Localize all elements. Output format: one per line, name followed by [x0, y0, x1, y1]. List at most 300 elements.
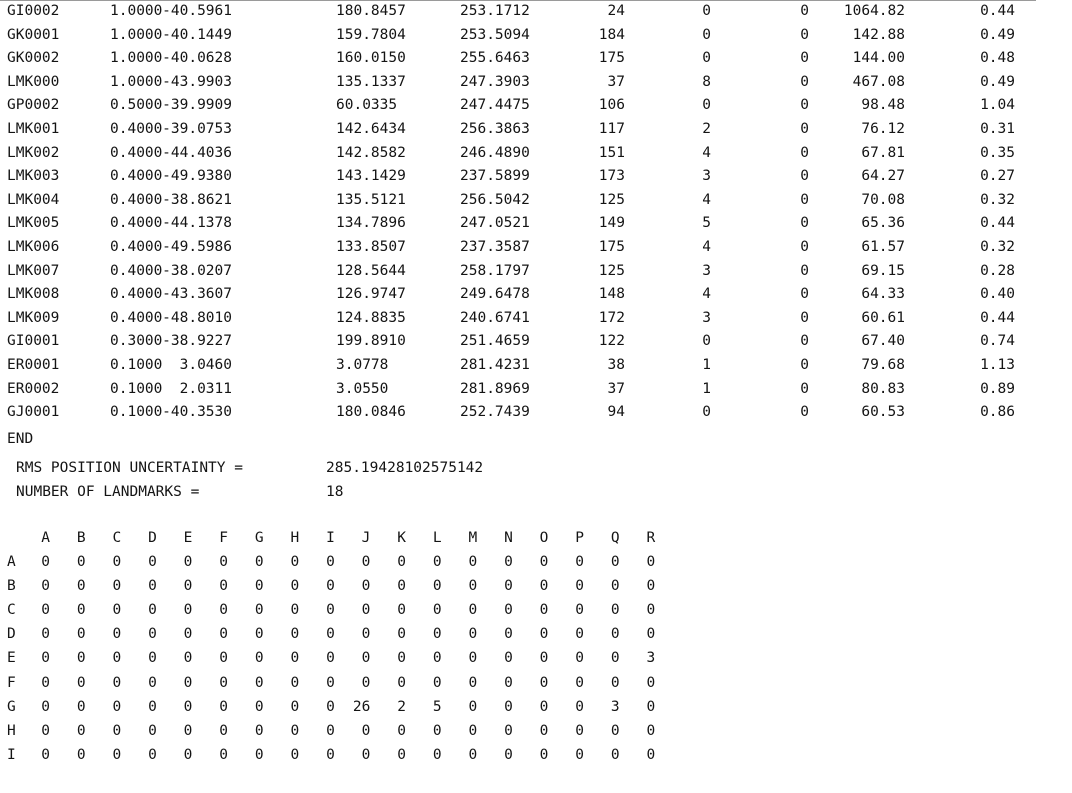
cell-y: 126.9747	[336, 286, 406, 303]
matrix-cell: 0	[575, 626, 584, 643]
table-row	[0, 142, 1072, 166]
cell-w: 0.4000	[110, 309, 163, 326]
cell-d: 0.40	[980, 286, 1015, 303]
matrix-cell: 0	[610, 554, 620, 571]
matrix-cell: 0	[397, 554, 406, 571]
matrix-cell: 0	[646, 698, 656, 715]
table-row	[0, 378, 1072, 402]
matrix-cell: 0	[148, 578, 157, 595]
matrix-row-label: D	[7, 626, 16, 643]
table-row	[0, 283, 1072, 307]
matrix-col-label: A	[41, 530, 50, 546]
cell-x: -39.0753	[162, 120, 232, 137]
matrix-cell: 0	[148, 626, 157, 643]
matrix-cell: 0	[41, 626, 50, 643]
cell-x: -48.8010	[162, 309, 232, 326]
matrix-cell: 0	[112, 674, 122, 691]
matrix-col-label: M	[468, 530, 478, 546]
matrix-row-label: F	[7, 674, 16, 691]
cell-id: GI0001	[7, 333, 60, 350]
cell-x: -44.4036	[162, 144, 232, 161]
cell-c: 98.48	[861, 97, 905, 114]
cell-id: LMK004	[7, 191, 60, 208]
cell-y: 199.8910	[336, 333, 406, 350]
matrix-cell: 0	[504, 698, 513, 715]
cell-n: 125	[598, 262, 625, 279]
matrix-cell: 0	[254, 602, 264, 619]
matrix-cell: 0	[361, 602, 371, 619]
cell-y: 128.5644	[336, 262, 406, 279]
matrix-cell: 0	[183, 698, 193, 715]
matrix-cell: 0	[290, 626, 300, 643]
matrix-cell: 0	[219, 746, 228, 763]
matrix-row-label: G	[7, 698, 16, 715]
matrix-cell: 0	[468, 578, 478, 595]
matrix-cell: 0	[610, 602, 620, 619]
matrix-cell: 0	[432, 626, 442, 643]
matrix-cell: 0	[397, 674, 406, 691]
cell-c: 61.57	[861, 238, 905, 255]
matrix-cell: 0	[646, 746, 656, 763]
matrix-cell: 0	[575, 698, 584, 715]
matrix-cell: 0	[326, 650, 335, 667]
matrix-cell: 0	[219, 650, 228, 667]
cell-y: 160.0150	[336, 50, 406, 67]
matrix-cell: 3	[610, 698, 620, 715]
matrix-cell: 0	[646, 554, 656, 571]
matrix-row-label: I	[7, 746, 16, 763]
matrix-cell: 0	[610, 746, 620, 763]
matrix-row-label: C	[7, 602, 16, 619]
matrix-cell: 0	[539, 722, 549, 739]
cell-c: 80.83	[861, 380, 905, 397]
matrix-cell: 0	[397, 722, 406, 739]
matrix-cell: 0	[610, 578, 620, 595]
cell-id: GP0002	[7, 97, 60, 114]
cell-d: 0.89	[980, 380, 1015, 397]
matrix-row-label: E	[7, 650, 16, 667]
cell-a: 4	[702, 286, 711, 303]
cell-n: 125	[598, 191, 625, 208]
matrix-cell: 0	[326, 674, 335, 691]
cell-w: 0.4000	[110, 168, 163, 185]
matrix-cell: 0	[41, 554, 50, 571]
matrix-cell: 0	[361, 554, 371, 571]
matrix-cell: 0	[148, 554, 157, 571]
matrix-col-label: R	[646, 530, 656, 546]
matrix-cell: 0	[575, 746, 584, 763]
matrix-cell: 0	[76, 674, 86, 691]
matrix-cell: 0	[539, 578, 549, 595]
matrix-cell: 0	[112, 650, 122, 667]
cell-y: 3.0550	[336, 380, 389, 397]
table-row	[0, 307, 1072, 331]
matrix-cell: 2	[397, 698, 406, 715]
matrix-cell: 0	[646, 674, 656, 691]
matrix-col-label: C	[112, 530, 122, 546]
cell-w: 1.0000	[110, 3, 163, 19]
cell-n: 151	[598, 144, 625, 161]
matrix-cell: 0	[290, 698, 300, 715]
matrix-cell: 0	[76, 722, 86, 739]
cell-z: 253.5094	[460, 26, 530, 43]
matrix-cell: 0	[432, 674, 442, 691]
matrix-cell: 0	[254, 674, 264, 691]
matrix-col-label: H	[290, 530, 300, 546]
matrix-cell: 0	[361, 578, 371, 595]
cell-d: 0.35	[980, 144, 1015, 161]
cell-z: 237.3587	[460, 238, 530, 255]
cell-w: 0.4000	[110, 191, 163, 208]
matrix-cell: 0	[504, 650, 513, 667]
matrix-cell: 0	[76, 602, 86, 619]
cell-d: 0.28	[980, 262, 1015, 279]
matrix-row-label: H	[7, 722, 16, 739]
cell-c: 467.08	[852, 73, 905, 90]
cell-w: 0.1000	[110, 404, 163, 421]
matrix-col-label: I	[326, 530, 335, 546]
matrix-cell: 0	[397, 602, 406, 619]
cell-b: 0	[800, 97, 809, 114]
matrix-cell: 0	[326, 578, 335, 595]
matrix-col-label: N	[504, 530, 513, 546]
cell-b: 0	[800, 286, 809, 303]
cell-b: 0	[800, 215, 809, 232]
matrix-cell: 0	[504, 626, 513, 643]
cell-c: 142.88	[852, 26, 905, 43]
cell-z: 258.1797	[460, 262, 530, 279]
cell-z: 240.6741	[460, 309, 530, 326]
cell-a: 0	[702, 97, 711, 114]
cell-c: 67.81	[861, 144, 905, 161]
cell-c: 1064.82	[843, 3, 905, 19]
matrix-cell: 0	[183, 674, 193, 691]
cell-w: 0.4000	[110, 238, 163, 255]
table-row	[0, 118, 1072, 142]
matrix-col-label: J	[361, 530, 371, 546]
cell-d: 0.27	[980, 168, 1015, 185]
matrix-cell: 0	[575, 578, 584, 595]
cell-n: 175	[598, 50, 625, 67]
cell-id: ER0002	[7, 380, 60, 397]
matrix-cell: 0	[41, 698, 50, 715]
matrix-cell: 0	[468, 698, 478, 715]
matrix-cell: 0	[148, 698, 157, 715]
cell-n: 173	[598, 168, 625, 185]
matrix-cell: 26	[352, 698, 371, 715]
cell-w: 0.4000	[110, 120, 163, 137]
cell-x: -40.1449	[162, 26, 232, 43]
cell-id: LMK005	[7, 215, 60, 232]
matrix-col-label: E	[183, 530, 193, 546]
cell-d: 0.31	[980, 120, 1015, 137]
matrix-cell: 0	[41, 650, 50, 667]
cell-y: 3.0778	[336, 356, 389, 373]
matrix-col-label: L	[432, 530, 442, 546]
matrix-cell: 0	[148, 650, 157, 667]
cell-b: 0	[800, 262, 809, 279]
cell-d: 0.44	[980, 215, 1015, 232]
matrix-cell: 0	[112, 578, 122, 595]
matrix-cell: 0	[219, 626, 228, 643]
matrix-cell: 0	[504, 578, 513, 595]
cell-b: 0	[800, 50, 809, 67]
cell-z: 281.8969	[460, 380, 530, 397]
cell-b: 0	[800, 168, 809, 185]
table-row	[0, 260, 1072, 284]
cell-n: 122	[598, 333, 625, 350]
cell-id: LMK000	[7, 73, 60, 90]
cell-a: 0	[702, 3, 711, 19]
matrix-cell: 0	[646, 722, 656, 739]
matrix-cell: 0	[41, 578, 50, 595]
cell-c: 70.08	[861, 191, 905, 208]
matrix-cell: 0	[610, 626, 620, 643]
cell-d: 0.44	[980, 309, 1015, 326]
cell-x: 3.0460	[179, 356, 232, 373]
rms-value: 285.19428102575142	[326, 460, 484, 476]
cell-a: 4	[702, 191, 711, 208]
cell-n: 184	[598, 26, 625, 43]
cell-y: 133.8507	[336, 238, 406, 255]
cell-a: 0	[702, 333, 711, 350]
cell-z: 251.4659	[460, 333, 530, 350]
matrix-col-label: P	[575, 530, 584, 546]
cell-b: 0	[800, 3, 809, 19]
cell-a: 5	[702, 215, 711, 232]
cell-y: 142.8582	[336, 144, 406, 161]
cell-y: 135.1337	[336, 73, 406, 90]
matrix-cell: 0	[290, 578, 300, 595]
cell-x: -40.0628	[162, 50, 232, 67]
cell-y: 124.8835	[336, 309, 406, 326]
matrix-cell: 0	[41, 602, 50, 619]
cell-b: 0	[800, 144, 809, 161]
cell-x: -43.3607	[162, 286, 232, 303]
matrix-cell: 0	[219, 698, 228, 715]
matrix-cell: 0	[539, 674, 549, 691]
matrix-cell: 0	[41, 746, 50, 763]
matrix-cell: 0	[468, 650, 478, 667]
cell-id: GJ0001	[7, 404, 60, 421]
cell-a: 4	[702, 238, 711, 255]
cell-w: 0.4000	[110, 215, 163, 232]
matrix-cell: 0	[575, 554, 584, 571]
matrix-cell: 0	[41, 674, 50, 691]
cell-d: 0.74	[980, 333, 1015, 350]
cell-a: 0	[702, 404, 711, 421]
matrix-cell: 0	[504, 554, 513, 571]
cell-id: LMK001	[7, 120, 60, 137]
table-row	[0, 236, 1072, 260]
cell-a: 3	[702, 262, 711, 279]
matrix-cell: 0	[148, 602, 157, 619]
cell-id: LMK003	[7, 168, 60, 185]
table-row	[0, 401, 1072, 425]
matrix-cell: 0	[397, 650, 406, 667]
matrix-cell: 0	[468, 722, 478, 739]
cell-d: 0.86	[980, 404, 1015, 421]
table-row	[0, 354, 1072, 378]
cell-n: 149	[598, 215, 625, 232]
matrix-cell: 0	[254, 578, 264, 595]
matrix-cell: 0	[397, 746, 406, 763]
cell-c: 64.33	[861, 286, 905, 303]
cell-y: 180.8457	[336, 3, 406, 19]
matrix-cell: 0	[112, 554, 122, 571]
cell-id: GI0002	[7, 3, 60, 19]
cell-z: 246.4890	[460, 144, 530, 161]
cell-c: 60.53	[861, 404, 905, 421]
cell-z: 256.5042	[460, 191, 530, 208]
matrix-cell: 0	[504, 746, 513, 763]
matrix-cell: 0	[397, 578, 406, 595]
cell-c: 64.27	[861, 168, 905, 185]
matrix-cell: 0	[326, 746, 335, 763]
cell-z: 281.4231	[460, 356, 530, 373]
cell-x: -40.5961	[162, 3, 232, 19]
cell-w: 1.0000	[110, 73, 163, 90]
matrix-cell: 0	[183, 626, 193, 643]
matrix-cell: 0	[539, 746, 549, 763]
matrix-cell: 0	[575, 722, 584, 739]
matrix-cell: 0	[468, 674, 478, 691]
matrix-cell: 0	[539, 626, 549, 643]
cell-w: 0.4000	[110, 144, 163, 161]
matrix-cell: 0	[219, 674, 228, 691]
cell-id: ER0001	[7, 356, 60, 373]
matrix-col-label: O	[539, 530, 549, 546]
matrix-cell: 0	[254, 746, 264, 763]
matrix-cell: 0	[539, 602, 549, 619]
cell-z: 247.0521	[460, 215, 530, 232]
matrix-cell: 0	[290, 746, 300, 763]
cell-w: 1.0000	[110, 50, 163, 67]
cell-id: LMK006	[7, 238, 60, 255]
matrix-cell: 0	[219, 722, 228, 739]
matrix-cell: 0	[290, 602, 300, 619]
cell-id: LMK008	[7, 286, 60, 303]
cell-d: 0.32	[980, 191, 1015, 208]
cell-n: 37	[607, 73, 625, 90]
matrix-cell: 0	[183, 554, 193, 571]
matrix-cell: 0	[361, 626, 371, 643]
matrix-cell: 0	[112, 698, 122, 715]
cell-c: 69.15	[861, 262, 905, 279]
matrix-cell: 5	[432, 698, 442, 715]
cell-b: 0	[800, 404, 809, 421]
cell-n: 148	[598, 286, 625, 303]
rms-label: RMS POSITION UNCERTAINTY =	[16, 460, 243, 476]
landmark-count-value: 18	[326, 484, 344, 500]
matrix-cell: 0	[76, 626, 86, 643]
cell-x: -49.9380	[162, 168, 232, 185]
landmark-count-label: NUMBER OF LANDMARKS =	[16, 484, 200, 500]
cell-n: 94	[607, 404, 625, 421]
matrix-cell: 0	[646, 578, 656, 595]
cell-x: -39.9909	[162, 97, 232, 114]
cell-w: 0.5000	[110, 97, 163, 114]
cell-y: 143.1429	[336, 168, 406, 185]
matrix-cell: 0	[76, 578, 86, 595]
cell-id: LMK002	[7, 144, 60, 161]
cell-z: 249.6478	[460, 286, 530, 303]
cell-n: 24	[607, 3, 625, 19]
cell-x: -43.9903	[162, 73, 232, 90]
matrix-cell: 0	[326, 554, 335, 571]
matrix-cell: 0	[326, 722, 335, 739]
matrix-row-label: B	[7, 578, 16, 595]
matrix-col-label: F	[219, 530, 228, 546]
cell-y: 180.0846	[336, 404, 406, 421]
matrix-cell: 0	[76, 554, 86, 571]
matrix-col-label: Q	[610, 530, 620, 546]
matrix-cell: 0	[112, 602, 122, 619]
cell-z: 237.5899	[460, 168, 530, 185]
table-row	[0, 71, 1072, 95]
cell-d: 1.13	[980, 356, 1015, 373]
cell-a: 0	[702, 26, 711, 43]
cell-c: 65.36	[861, 215, 905, 232]
cell-n: 38	[607, 356, 625, 373]
cell-a: 3	[702, 309, 711, 326]
cell-y: 159.7804	[336, 26, 406, 43]
matrix-cell: 0	[112, 722, 122, 739]
cell-n: 172	[598, 309, 625, 326]
cell-x: 2.0311	[179, 380, 232, 397]
matrix-cell: 0	[254, 698, 264, 715]
matrix-cell: 0	[504, 722, 513, 739]
cell-z: 247.4475	[460, 97, 530, 114]
cell-c: 144.00	[852, 50, 905, 67]
matrix-cell: 0	[254, 626, 264, 643]
matrix-cell: 0	[290, 554, 300, 571]
matrix-cell: 0	[361, 746, 371, 763]
matrix-cell: 3	[646, 650, 656, 667]
table-row	[0, 24, 1072, 48]
matrix-cell: 0	[219, 554, 228, 571]
cell-n: 175	[598, 238, 625, 255]
cell-z: 253.1712	[460, 3, 530, 19]
matrix-cell: 0	[76, 746, 86, 763]
cell-w: 0.4000	[110, 286, 163, 303]
matrix-cell: 0	[326, 602, 335, 619]
cell-a: 3	[702, 168, 711, 185]
cell-y: 60.0335	[336, 97, 398, 114]
matrix-cell: 0	[539, 650, 549, 667]
cell-a: 8	[702, 73, 711, 90]
matrix-cell: 0	[290, 722, 300, 739]
matrix-cell: 0	[183, 746, 193, 763]
matrix-cell: 0	[183, 650, 193, 667]
matrix-cell: 0	[432, 650, 442, 667]
matrix-cell: 0	[504, 674, 513, 691]
matrix-col-label: G	[254, 530, 264, 546]
cell-id: LMK007	[7, 262, 60, 279]
matrix-cell: 0	[468, 626, 478, 643]
cell-n: 106	[598, 97, 625, 114]
matrix-cell: 0	[219, 578, 228, 595]
table-row	[0, 165, 1072, 189]
matrix-col-label: D	[148, 530, 157, 546]
cell-b: 0	[800, 380, 809, 397]
matrix-cell: 0	[575, 650, 584, 667]
cell-b: 0	[800, 120, 809, 137]
cell-n: 117	[598, 120, 625, 137]
cell-x: -38.8621	[162, 191, 232, 208]
matrix-cell: 0	[254, 650, 264, 667]
matrix-cell: 0	[432, 578, 442, 595]
